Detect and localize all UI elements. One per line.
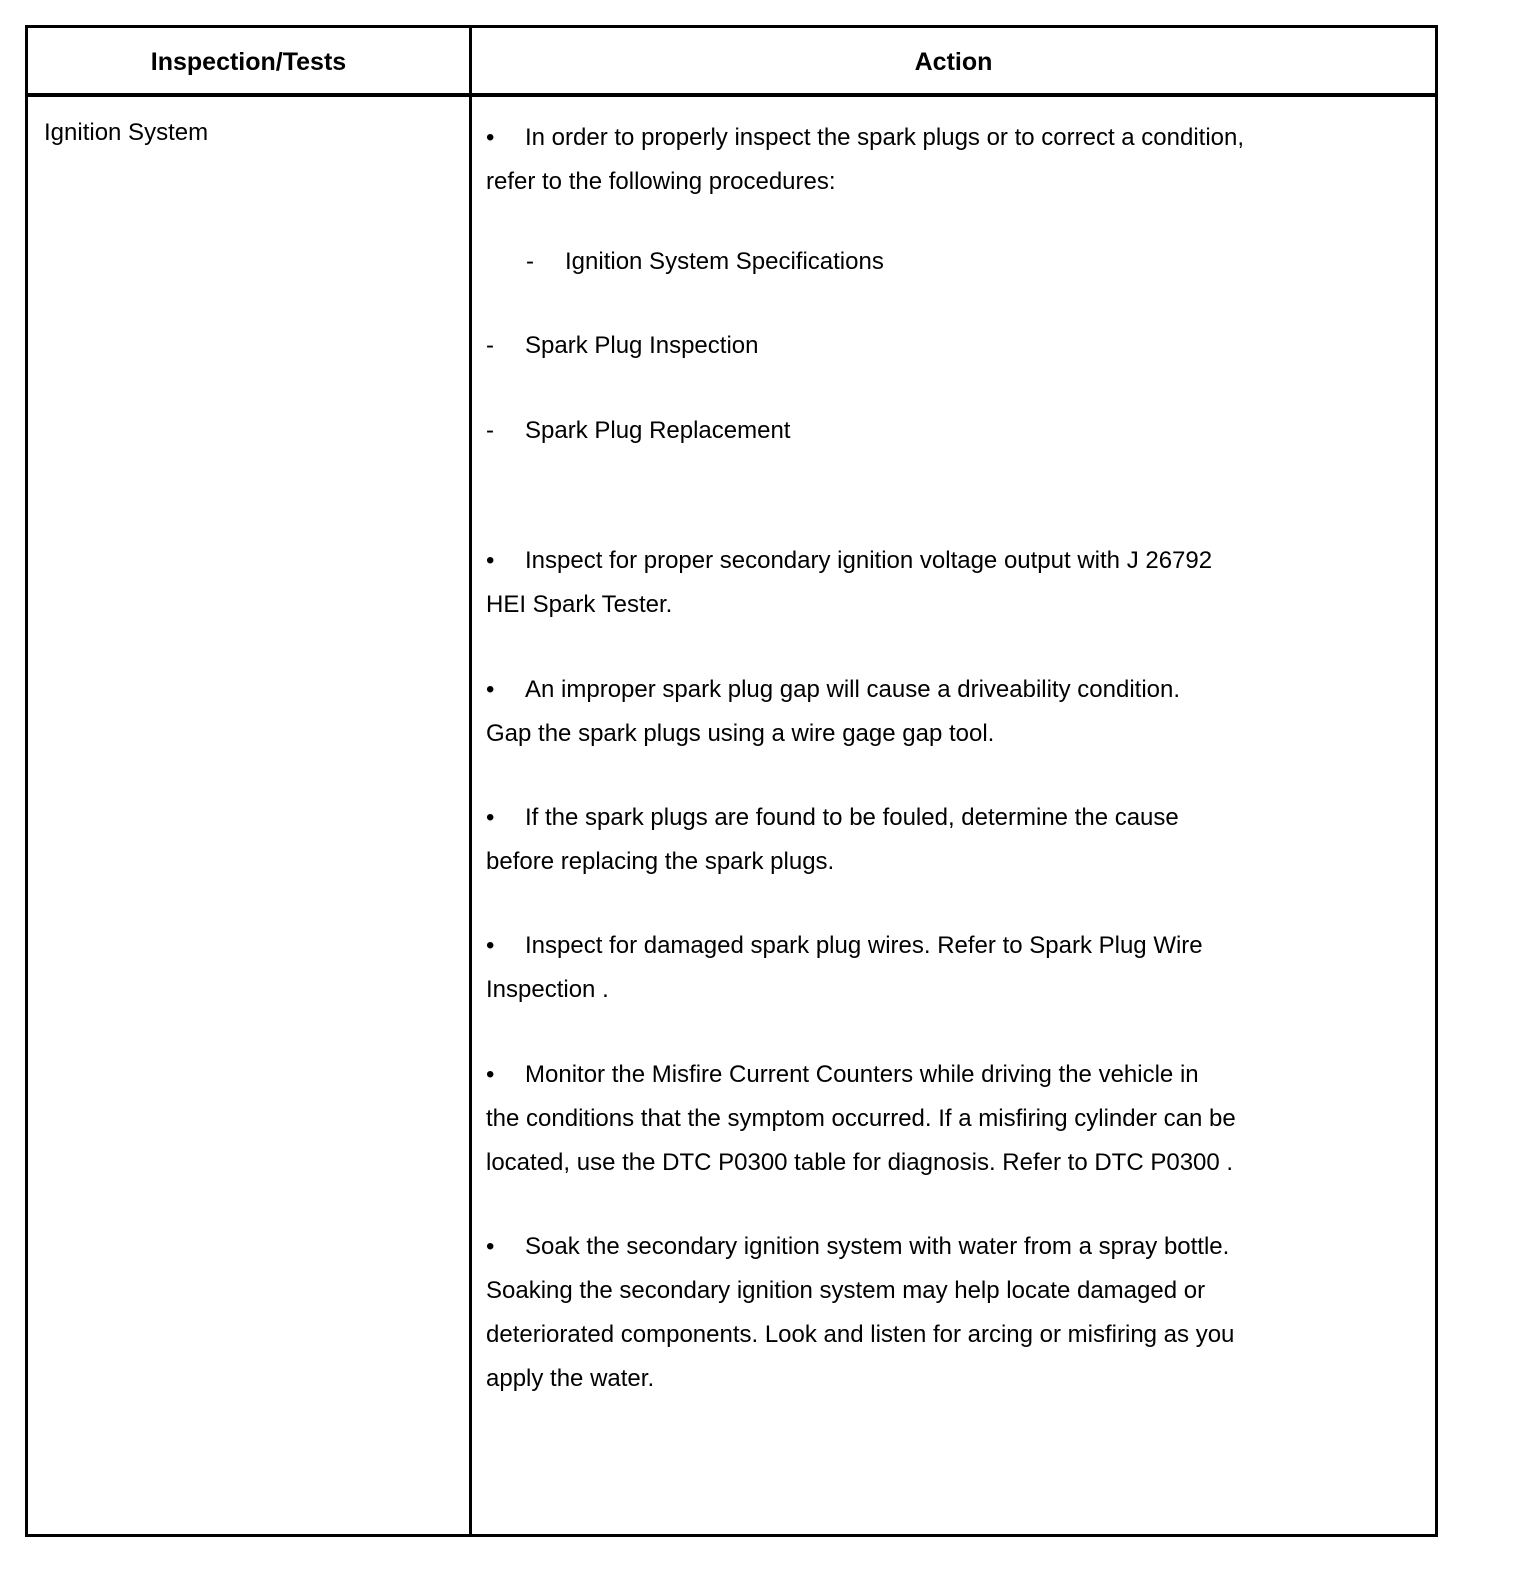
bullet-icon: • xyxy=(486,1061,495,1088)
intro-line-2: refer to the following procedures: xyxy=(486,168,836,195)
intro-paragraph xyxy=(486,116,1386,204)
bullet-icon: • xyxy=(486,804,495,831)
bullet-paragraph: • An improper spark plug gap will cause a driveability condition. Gap the spark plugs using a wire gage gap tool. xyxy=(486,668,1386,756)
intro-line-1: • In order to properly inspect the spark plugs or to correct a condition, xyxy=(486,116,1386,160)
bullet-paragraph: • Monitor the Misfire Current Counters while driving the vehicle in the conditions that the symptom occurred. If a misfiring cylinder can be located, use the DTC P0300 table for diagnosis. Refer to DTC P0300 . xyxy=(486,1053,1386,1185)
procedure-item: - Ignition System Specifications xyxy=(526,248,884,275)
bullet-paragraph: • If the spark plugs are found to be fouled, determine the cause before replacing the spark plugs. xyxy=(486,796,1386,884)
inspection-cell: Ignition System xyxy=(44,119,209,146)
dash-icon: - xyxy=(526,248,534,275)
bullet-icon: • xyxy=(486,1233,495,1260)
header-inspection-tests: Inspection/Tests xyxy=(150,48,347,76)
bullet-icon: • xyxy=(486,547,495,574)
bullet-paragraph: • Inspect for damaged spark plug wires. Refer to Spark Plug Wire Inspection . xyxy=(486,924,1386,1012)
procedure-item: - Spark Plug Replacement xyxy=(486,417,791,444)
bullet-icon: • xyxy=(486,124,495,151)
dash-icon: - xyxy=(486,332,494,359)
dash-icon: - xyxy=(486,417,494,444)
header-action: Action xyxy=(914,48,993,76)
bullet-paragraph: • Soak the secondary ignition system with water from a spray bottle. Soaking the secondary ignition system may help locate damaged or deteriorated components. Look and listen for arcing or misfiring as you apply the water. xyxy=(486,1225,1386,1401)
header-rule xyxy=(28,93,1435,97)
procedure-item: - Spark Plug Inspection xyxy=(486,332,759,359)
bullet-icon: • xyxy=(486,932,495,959)
inspection-table xyxy=(25,25,1438,1537)
bullet-paragraph: • Inspect for proper secondary ignition voltage output with J 26792 HEI Spark Tester. xyxy=(486,539,1386,627)
bullet-icon: • xyxy=(486,676,495,703)
column-divider xyxy=(469,28,472,1534)
